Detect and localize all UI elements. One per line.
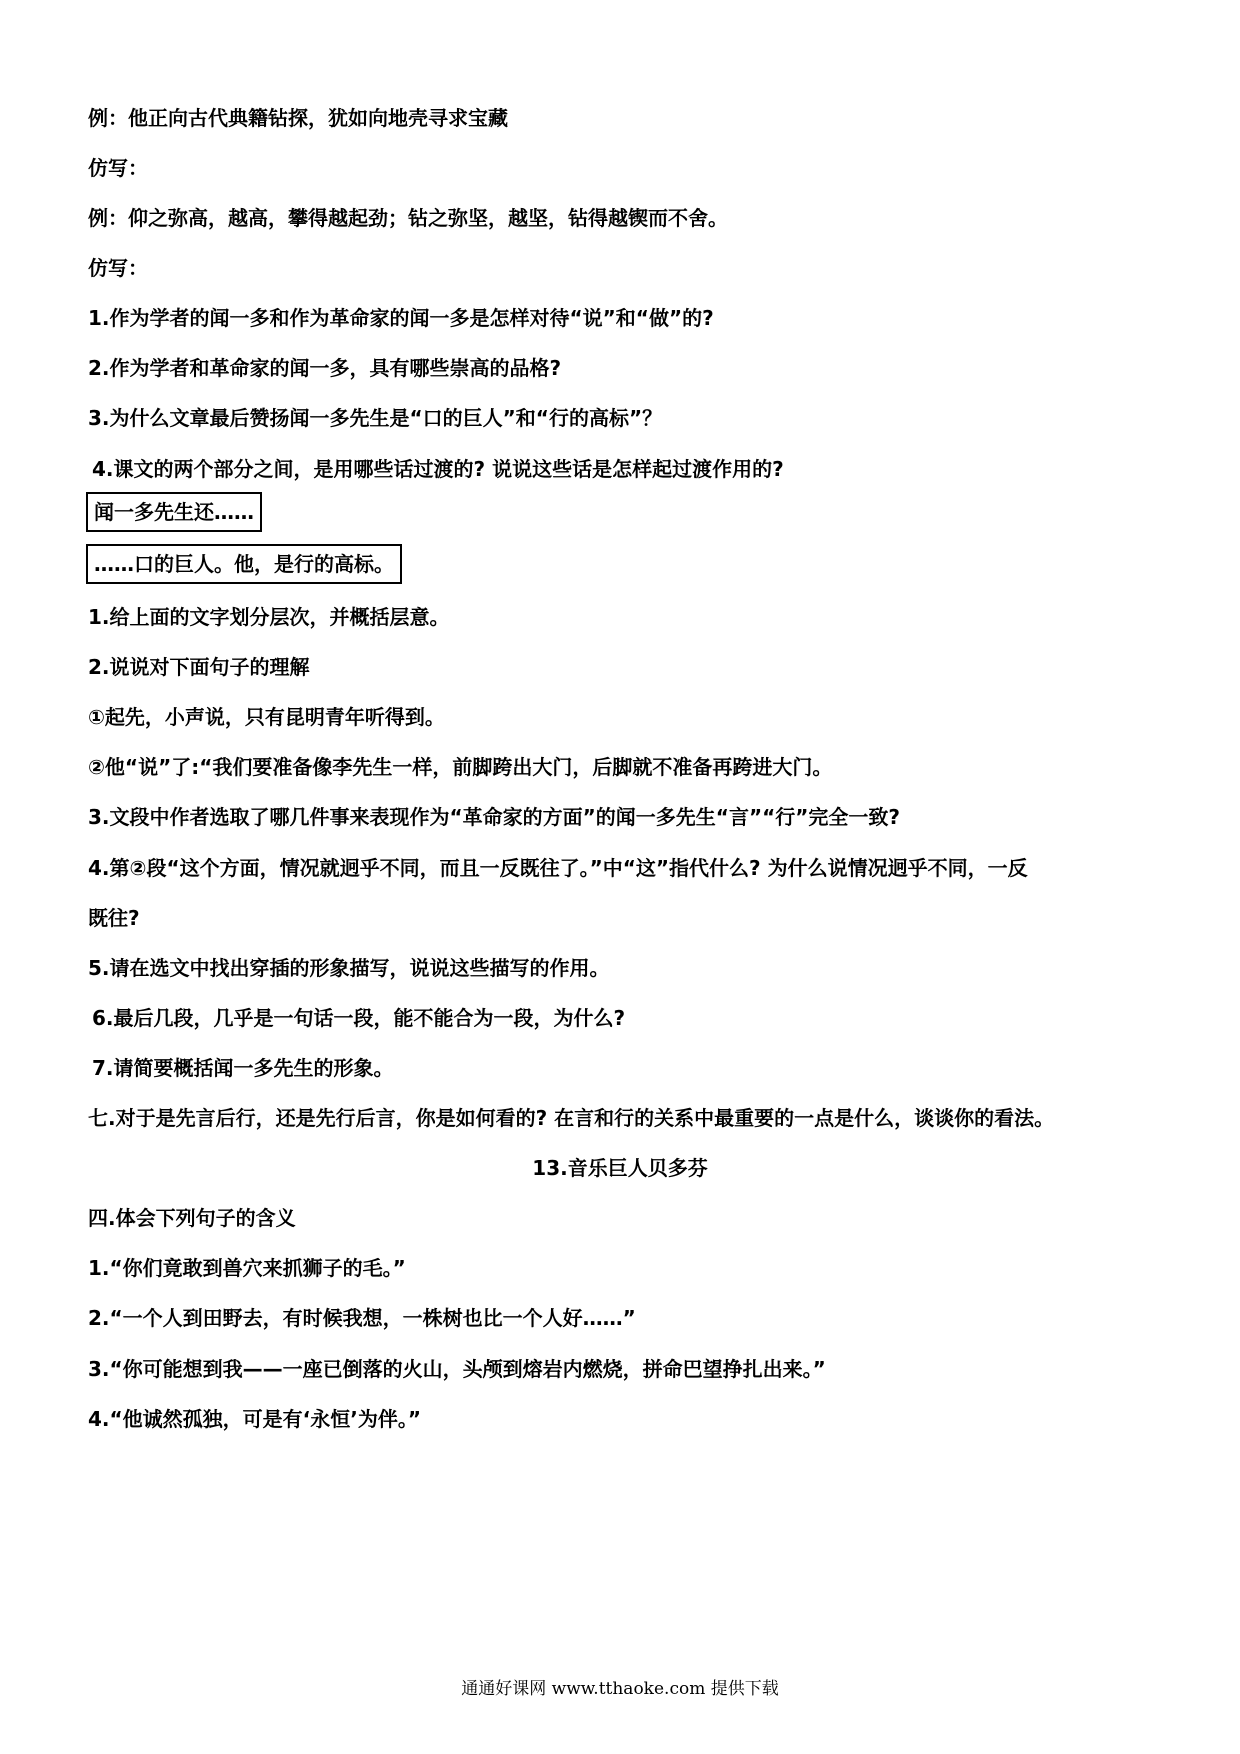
passage-question-3: 3.文段中作者选取了哪几件事来表现作为“革命家的方面”的闻一多先生“言”“行”完全一致?: [88, 805, 900, 829]
passage-question-7: 7.请简要概括闻一多先生的形象。: [92, 1056, 394, 1080]
meaning-sentence-2: 2.“一个人到田野去，有时候我想，一株树也比一个人好……”: [88, 1306, 636, 1330]
passage-question-4-continued: 既往?: [88, 906, 140, 930]
question-2: 2.作为学者和革命家的闻一多，具有哪些崇高的品格?: [88, 356, 562, 380]
footer-credit: 通通好课网 www.tthaoke.com 提供下载: [461, 1679, 779, 1699]
passage-question-5: 5.请在选文中找出穿插的形象描写，说说这些描写的作用。: [88, 956, 610, 980]
passage-question-4: 4.第②段“这个方面，情况就迥乎不同，而且一反既往了。”中“这”指代什么? 为什么说情况迥乎不同，一反: [88, 856, 1028, 880]
quoted-passage-end: ……口的巨人。他，是行的高标。: [86, 544, 402, 584]
imitation-prompt-1: 仿写：: [88, 156, 148, 180]
sentence-2: ②他“说”了:“我们要准备像李先生一样，前脚跨出大门，后脚就不准备再跨进大门。: [88, 755, 833, 779]
essay-question: 七.对于是先言后行，还是先行后言，你是如何看的? 在言和行的关系中最重要的一点是什么，谈谈你的看法。: [88, 1106, 1055, 1130]
section-title: 13.音乐巨人贝多芬: [532, 1156, 708, 1180]
quoted-passage-start: 闻一多先生还……: [86, 492, 262, 532]
passage-question-2: 2.说说对下面句子的理解: [88, 655, 310, 679]
section-heading: 四.体会下列句子的含义: [88, 1206, 296, 1230]
meaning-sentence-4: 4.“他诚然孤独，可是有‘永恒’为伴。”: [88, 1407, 421, 1431]
example-line-2: 例：仰之弥高，越高，攀得越起劲；钻之弥坚，越坚，钻得越锲而不舍。: [88, 206, 728, 230]
example-line-1: 例：他正向古代典籍钻探，犹如向地壳寻求宝藏: [88, 106, 508, 130]
question-3: 3.为什么文章最后赞扬闻一多先生是“口的巨人”和“行的高标”？: [88, 406, 663, 430]
sentence-1: ①起先，小声说，只有昆明青年听得到。: [88, 705, 445, 729]
passage-question-1: 1.给上面的文字划分层次，并概括层意。: [88, 605, 450, 629]
question-4: 4.课文的两个部分之间，是用哪些话过渡的? 说说这些话是怎样起过渡作用的?: [92, 457, 784, 481]
passage-question-6: 6.最后几段，几乎是一句话一段，能不能合为一段，为什么?: [92, 1006, 626, 1030]
question-1: 1.作为学者的闻一多和作为革命家的闻一多是怎样对待“说”和“做”的?: [88, 306, 714, 330]
imitation-prompt-2: 仿写：: [88, 256, 148, 280]
meaning-sentence-3: 3.“你可能想到我——一座已倒落的火山，头颅到熔岩内燃烧，拼命巴望挣扎出来。”: [88, 1357, 826, 1381]
meaning-sentence-1: 1.“你们竟敢到兽穴来抓狮子的毛。”: [88, 1256, 406, 1280]
